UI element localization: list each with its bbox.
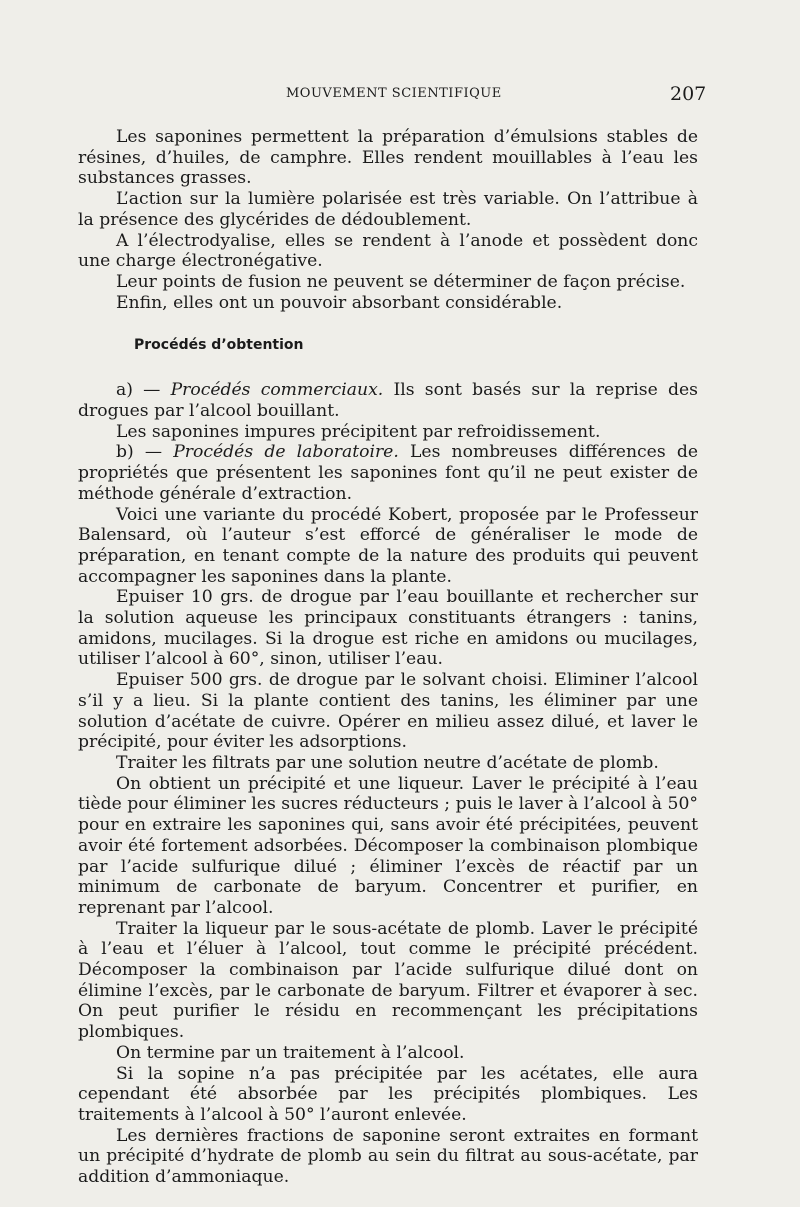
procedure-b-label: b) — bbox=[116, 442, 174, 463]
paragraph: Epuiser 10 grs. de drogue par l’eau bouillante et rechercher sur la solution aqueuse les principaux constituants étrangers : tanins, amidons, mucilages. Si la drogue est riche en amidons ou mucilages, utiliser l’alcool à 60°, sinon, utiliser l’eau. bbox=[78, 587, 698, 670]
procedure-b-title: Procédés de laboratoire. bbox=[173, 442, 399, 463]
paragraph: Epuiser 500 grs. de drogue par le solvant choisi. Eliminer l’alcool s’il y a lieu. Si la plante contient des tanins, les éliminer par une solution d’acétate de cuivre. Opérer en milieu assez dilué, et laver le précipité, pour éviter les adsorptions. bbox=[78, 670, 698, 753]
paragraph-procedure-a bbox=[78, 380, 698, 421]
paragraph: Traiter la liqueur par le sous-acétate de plomb. Laver le précipité à l’eau et l’éluer à l’alcool, tout comme le précipité précédent. Décomposer la combinaison par l’acide sulfurique dilué dont on élimine l’excès, par le carbonate de baryum. Filtrer et évaporer à sec. On peut purifier le résidu en recommençant les précipitations plombiques. bbox=[78, 918, 698, 1043]
section-heading: Procédés d’obtention bbox=[134, 337, 304, 354]
paragraph: Leur points de fusion ne peuvent se déterminer de façon précise. bbox=[116, 271, 686, 292]
paragraph: Les dernières fractions de saponine seront extraites en formant un précipité d’hydrate de plomb au sein du filtrat au sous-acétate, par addition d’ammoniaque. bbox=[78, 1125, 698, 1188]
paragraph: Enfin, elles ont un pouvoir absorbant considérable. bbox=[116, 292, 563, 313]
running-title: MOUVEMENT SCIENTIFIQUE bbox=[286, 86, 502, 101]
paragraph: L’action sur la lumière polarisée est très variable. On l’attribue à la présence des glycérides de dédoublement. bbox=[78, 189, 698, 230]
page-number: 207 bbox=[670, 83, 707, 105]
paragraph: Les saponines permettent la préparation d’émulsions stables de résines, d’huiles, de camphre. Elles rendent mouillables à l’eau les substances grasses. bbox=[78, 127, 698, 189]
paragraph: Si la sopine n’a pas précipitée par les acétates, elle aura cependant été absorbée par les précipités plombiques. Les traitements à l’alcool à 50° l’auront enlevée. bbox=[78, 1063, 698, 1125]
paragraph: Voici une variante du procédé Kobert, proposée par le Professeur Balensard, où l’auteur s’est efforcé de généraliser le mode de préparation, en tenant compte de la nature des produits qui peuvent accompagner les saponines dans la plante. bbox=[78, 504, 698, 587]
procedure-b-text: Les nombreuses différences de propriétés que présentent les saponines font qu’il ne peut exister de méthode générale d’extraction. bbox=[78, 442, 699, 504]
paragraph: Les saponines impures précipitent par refroidissement. bbox=[116, 421, 601, 442]
body-text bbox=[78, 127, 698, 1188]
paragraph: Traiter les filtrats par une solution neutre d’acétate de plomb. bbox=[116, 752, 659, 773]
paragraph: On termine par un traitement à l’alcool. bbox=[116, 1042, 465, 1063]
paragraph-procedure-b bbox=[78, 442, 698, 504]
procedure-a-label: a) — bbox=[116, 380, 171, 401]
procedure-a-title: Procédés commerciaux. bbox=[170, 380, 384, 401]
paragraph: On obtient un précipité et une liqueur. Laver le précipité à l’eau tiède pour éliminer les sucres réducteurs ; puis le laver à l’alcool à 50° pour en extraire les saponines qui, sans avoir été précipitées, peuvent avoir été fortement adsorbées. Décomposer la combinaison plombique par l’acide sulfurique dilué ; éliminer l’excès de réactif par un minimum de carbonate de baryum. Concentrer et purifier, en reprenant par l’alcool. bbox=[78, 773, 698, 918]
procedure-a-text: Ils sont basés sur la reprise des drogues par l’alcool bouillant. bbox=[78, 380, 699, 422]
paragraph: A l’électrodyalise, elles se rendent à l’anode et possèdent donc une charge électronégative. bbox=[78, 230, 698, 272]
page-header bbox=[0, 83, 800, 110]
